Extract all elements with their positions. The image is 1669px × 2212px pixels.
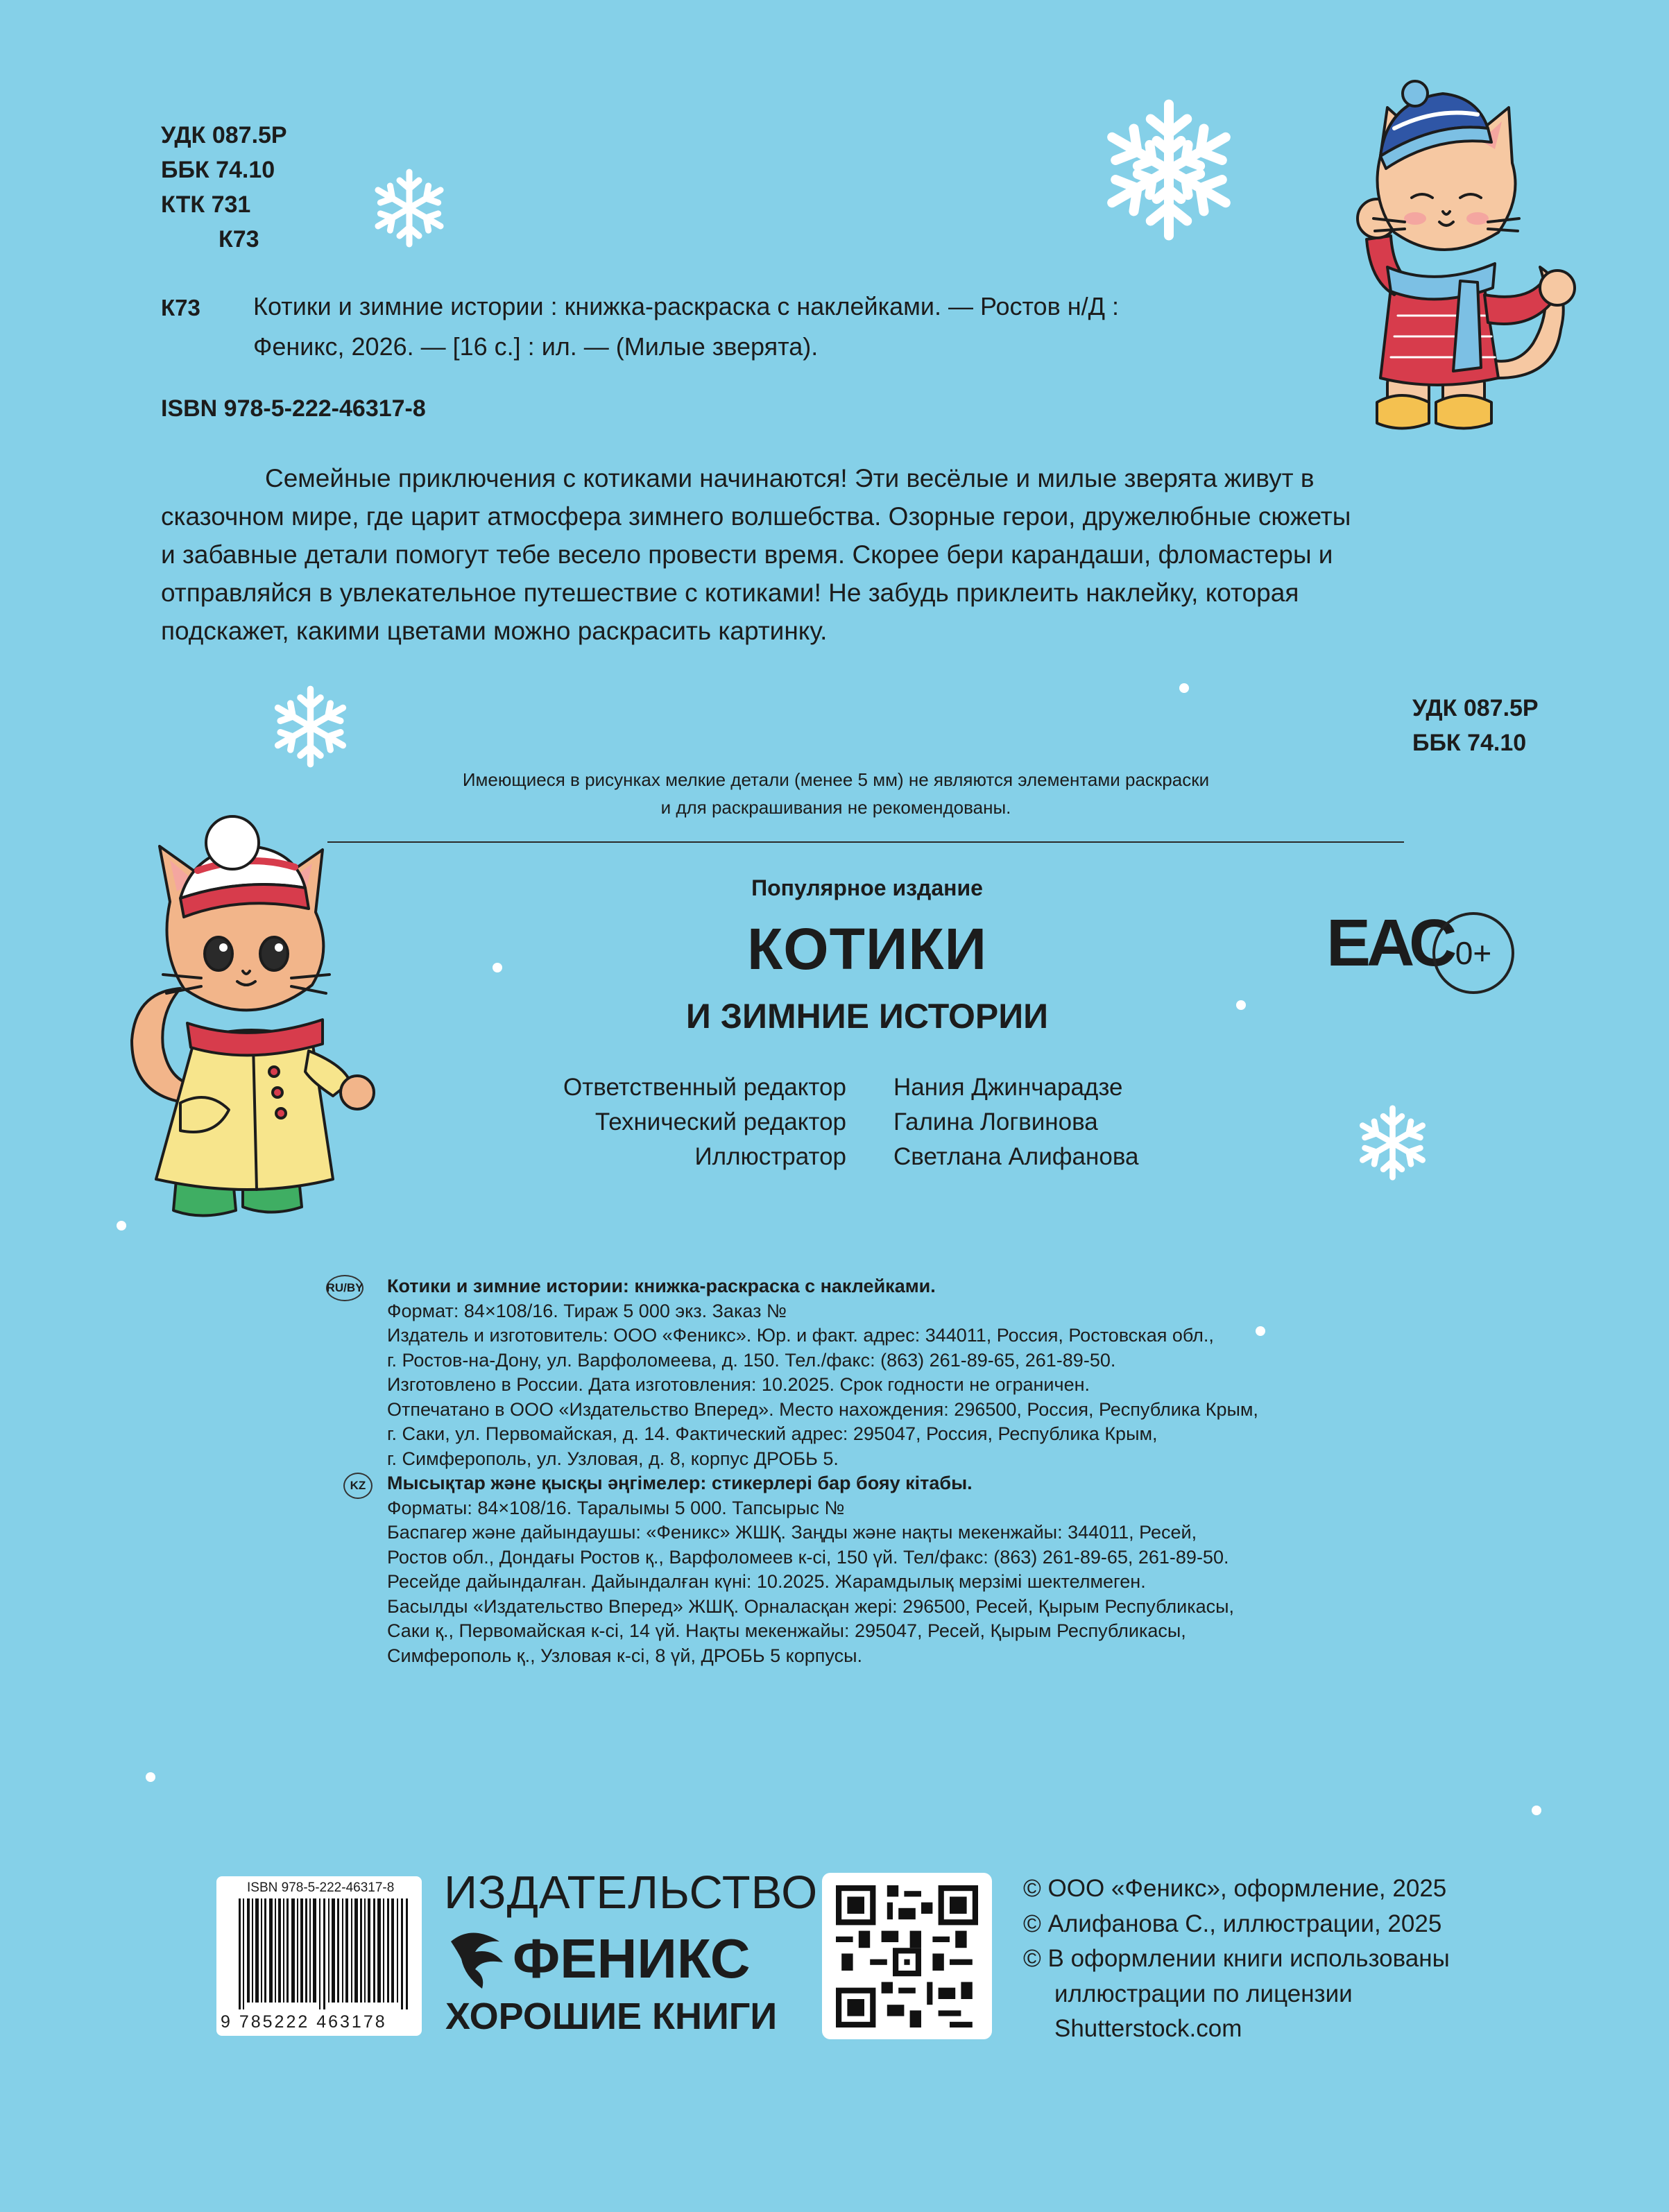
book-title: КОТИКИ: [747, 916, 987, 981]
imprint-line: Ростов обл., Дондағы Ростов қ., Варфоломеев к-сі, 150 үй. Тел/факс: (863) 261-89-65, 261-89-50.: [387, 1546, 1229, 1568]
bibliographic-line: Котики и зимние истории : книжка-раскраска с наклейками. — Ростов н/Д :: [253, 292, 1119, 320]
barcode-isbn: ISBN 978-5-222-46317-8: [247, 1880, 395, 1895]
snowflake-icon: [1353, 1103, 1432, 1183]
small-parts-notice: [326, 766, 1346, 821]
snowflake-icon: [1096, 97, 1242, 243]
publisher-logo: [444, 1927, 750, 1991]
imprint-line: г. Ростов-на-Дону, ул. Варфоломеева, д. 150. Тел./факс: (863) 261-89-65, 261-89-50.: [387, 1349, 1116, 1371]
snow-dot: [493, 963, 502, 972]
annotation-line: и забавные детали помогут тебе весело провести время. Скорее бери карандаши, фломастеры и: [161, 540, 1333, 569]
imprint-line: Изготовлено в России. Дата изготовления: 10.2025. Срок годности не ограничен.: [387, 1374, 1090, 1395]
credit-name: Нания Джинчарадзе: [893, 1074, 1123, 1101]
isbn: ISBN 978-5-222-46317-8: [161, 395, 426, 422]
annotation-line: Семейные приключения с котиками начинаются! Эти весёлые и милые зверята живут в: [265, 464, 1315, 492]
imprint-line: Издатель и изготовитель: ООО «Феникс». Юр. и факт. адрес: 344011, Россия, Ростовская обл.,: [387, 1325, 1214, 1346]
credit-name: Галина Логвинова: [893, 1108, 1098, 1135]
copyright-line: © Алифанова С., иллюстрации, 2025: [1023, 1910, 1442, 1937]
credit-role: Технический редактор: [594, 1108, 846, 1135]
divider: [327, 841, 1404, 843]
barcode-digits: 9 785222 463178: [221, 2012, 387, 2032]
snowflake-icon: [267, 683, 354, 770]
publisher-tagline: ХОРОШИЕ КНИГИ: [445, 1996, 778, 2037]
imprint-line: Ресейде дайындалған. Дайындалған күні: 10.2025. Жарамдылық мерзімі шектелмеген.: [387, 1571, 1146, 1592]
imprint-line: г. Симферополь, ул. Узловая, д. 8, корпус ДРОБЬ 5.: [387, 1448, 839, 1469]
copyright-block: [1023, 1871, 1450, 2047]
catalog-block: [161, 118, 287, 257]
ktk-code: КТК 731: [161, 191, 251, 218]
qr-code-pattern: [836, 1885, 978, 2027]
snow-dot: [146, 1772, 155, 1782]
credit-role: Иллюстратор: [694, 1143, 846, 1170]
eac-mark: ЕАС: [1326, 906, 1453, 980]
credit-row: [486, 1143, 1249, 1178]
bbk-code: ББК 74.10: [1412, 730, 1527, 756]
annotation-line: подскажет, какими цветами можно раскрасить картинку.: [161, 617, 828, 645]
book-subtitle: И ЗИМНИЕ ИСТОРИИ: [685, 997, 1049, 1036]
bibliographic-record: [253, 286, 1335, 367]
kz-language-badge: KZ: [343, 1473, 373, 1499]
catalog-right: [1412, 691, 1539, 760]
credit-row: [486, 1074, 1249, 1108]
imprint-line: Симферополь қ., Узловая к-сі, 8 үй, ДРОБЬ 5 корпусы.: [387, 1645, 862, 1666]
snow-dot: [1532, 1806, 1541, 1815]
cat-illustration: [1332, 80, 1589, 440]
phoenix-icon: [444, 1928, 510, 1990]
annotation-line: отправляйся в увлекательное путешествие с котиками! Не забудь приклеить наклейку, которая: [161, 578, 1299, 607]
qr-code: [822, 1873, 992, 2039]
imprint-line: Басылды «Издательство Вперед» ЖШҚ. Орналасқан жері: 296500, Ресей, Қырым Республикасы,: [387, 1595, 1235, 1617]
copyright-line: иллюстрации по лицензии: [1054, 1980, 1353, 2007]
edition-type: Популярное издание: [751, 875, 983, 900]
imprint-line: Формат: 84×108/16. Тираж 5 000 экз. Заказ №: [387, 1300, 787, 1321]
annotation: [161, 459, 1484, 650]
imprint-line: Форматы: 84×108/16. Таралымы 5 000. Тапсырыс №: [387, 1497, 845, 1518]
publisher-label: ИЗДАТЕЛЬСТВО: [444, 1867, 819, 1919]
copyright-line: Shutterstock.com: [1054, 2015, 1242, 2042]
ru-by-language-badge: RU/BY: [326, 1275, 363, 1301]
author-mark: К73: [219, 226, 259, 252]
bibliographic-line: Феникс, 2026. — [16 с.] : ил. — (Милые зверята).: [253, 332, 819, 361]
imprint-title: Котики и зимние истории: книжка-раскраска с наклейками.: [387, 1276, 936, 1296]
publisher-brand: ФЕНИКС: [513, 1928, 751, 1989]
snow-dot: [1236, 1000, 1246, 1010]
age-rating-badge: 0+: [1432, 912, 1514, 994]
imprint-line: Отпечатано в ООО «Издательство Вперед». Место нахождения: 296500, Россия, Республика Крым,: [387, 1398, 1258, 1420]
credit-row: [486, 1108, 1249, 1143]
annotation-line: сказочном мире, где царит атмосфера зимнего волшебства. Озорные герои, дружелюбные сюжеты: [161, 502, 1351, 531]
cat-illustration: [104, 812, 395, 1228]
udk-code: УДК 087.5Р: [1412, 695, 1539, 721]
imprint-kz: [387, 1471, 1234, 1668]
imprint-ru: [387, 1274, 1258, 1471]
copyright-line: © В оформлении книги использованы: [1023, 1945, 1450, 1972]
snow-dot: [1256, 1326, 1265, 1336]
credit-role: Ответственный редактор: [563, 1074, 846, 1101]
bibliographic-code: К73: [161, 295, 200, 320]
credits: [486, 1074, 1249, 1178]
udk-code: УДК 087.5Р: [161, 122, 287, 148]
barcode: [216, 1876, 422, 2036]
imprint-line: Саки қ., Первомайская к-сі, 14 үй. Нақты мекенжайы: 295047, Ресей, Қырым Республикасы,: [387, 1620, 1186, 1641]
credit-name: Светлана Алифанова: [893, 1143, 1139, 1170]
notice-line: Имеющиеся в рисунках мелкие детали (менее 5 мм) не являются элементами раскраски: [462, 769, 1210, 790]
imprint-line: г. Саки, ул. Первомайская, д. 14. Фактический адрес: 295047, Россия, Республика Крым,: [387, 1423, 1158, 1444]
notice-line: и для раскрашивания не рекомендованы.: [660, 797, 1011, 818]
bbk-code: ББК 74.10: [161, 157, 275, 183]
copyright-line: © ООО «Феникс», оформление, 2025: [1023, 1875, 1447, 1902]
barcode-bars: [237, 1898, 411, 2009]
snow-dot: [1179, 683, 1189, 693]
imprint-line: Баспагер және дайындаушы: «Феникс» ЖШҚ. Заңды және нақты мекенжайы: 344011, Ресей,: [387, 1522, 1197, 1543]
snowflake-icon: [368, 166, 451, 250]
imprint-title: Мысықтар және қысқы әңгімелер: стикерлері бар бояу кітабы.: [387, 1473, 973, 1493]
